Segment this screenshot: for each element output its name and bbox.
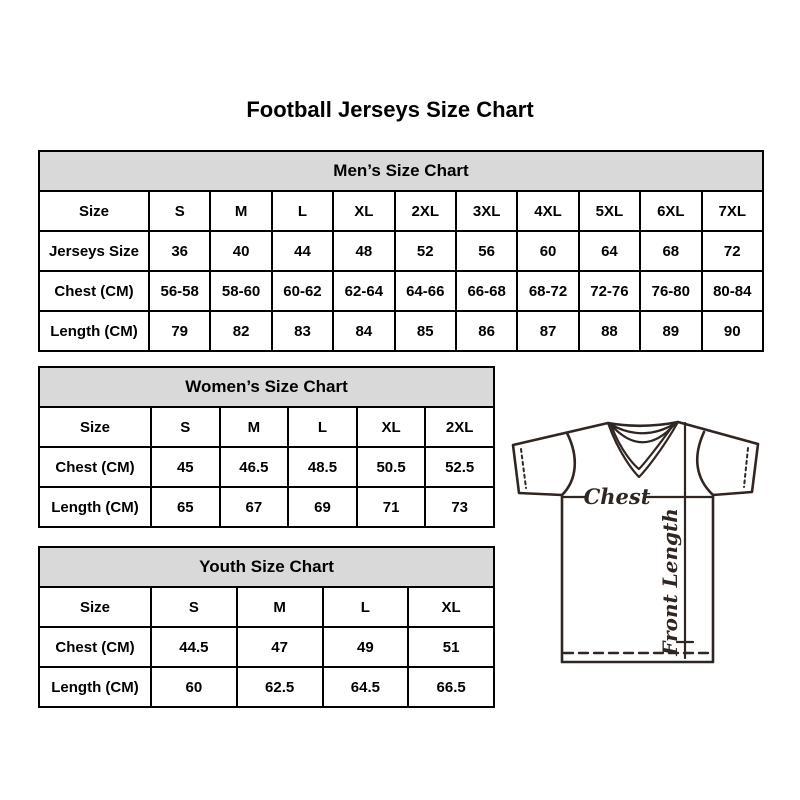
size-value-cell: 60 bbox=[151, 667, 237, 707]
size-value-cell: 46.5 bbox=[220, 447, 289, 487]
front-length-label: Front Length bbox=[658, 508, 682, 656]
size-value-cell: XL bbox=[408, 587, 494, 627]
size-value-cell: 83 bbox=[272, 311, 333, 351]
page-title: Football Jerseys Size Chart bbox=[246, 97, 534, 122]
table-row bbox=[39, 587, 494, 627]
table-row bbox=[39, 407, 494, 447]
size-value-cell: M bbox=[237, 587, 323, 627]
row-label: Size bbox=[39, 407, 151, 447]
size-value-cell: 44 bbox=[272, 231, 333, 271]
size-value-cell: 52.5 bbox=[425, 447, 494, 487]
size-value-cell: 40 bbox=[210, 231, 271, 271]
size-value-cell: 60 bbox=[517, 231, 578, 271]
size-value-cell: 68 bbox=[640, 231, 701, 271]
size-value-cell: 62-64 bbox=[333, 271, 394, 311]
size-value-cell: 58-60 bbox=[210, 271, 271, 311]
table-title: Youth Size Chart bbox=[39, 547, 494, 587]
table-title: Men’s Size Chart bbox=[39, 151, 763, 191]
row-label: Size bbox=[39, 587, 151, 627]
size-value-cell: 3XL bbox=[456, 191, 517, 231]
size-value-cell: M bbox=[210, 191, 271, 231]
size-value-cell: 60-62 bbox=[272, 271, 333, 311]
size-value-cell: L bbox=[272, 191, 333, 231]
size-value-cell: 36 bbox=[149, 231, 210, 271]
size-value-cell: 76-80 bbox=[640, 271, 701, 311]
table-title: Women’s Size Chart bbox=[39, 367, 494, 407]
size-value-cell: 44.5 bbox=[151, 627, 237, 667]
size-value-cell: M bbox=[220, 407, 289, 447]
size-value-cell: 79 bbox=[149, 311, 210, 351]
womens-size-table bbox=[38, 366, 495, 528]
row-label: Size bbox=[39, 191, 149, 231]
right-cuff-dashed-line bbox=[744, 448, 748, 487]
size-value-cell: S bbox=[149, 191, 210, 231]
size-value-cell: 45 bbox=[151, 447, 220, 487]
jersey-icon bbox=[505, 412, 770, 667]
table-row bbox=[39, 627, 494, 667]
row-label: Length (CM) bbox=[39, 667, 151, 707]
size-value-cell: 48.5 bbox=[288, 447, 357, 487]
size-value-cell: 4XL bbox=[517, 191, 578, 231]
size-value-cell: 64-66 bbox=[395, 271, 456, 311]
table-row bbox=[39, 447, 494, 487]
size-value-cell: 2XL bbox=[395, 191, 456, 231]
size-value-cell: 85 bbox=[395, 311, 456, 351]
size-value-cell: L bbox=[288, 407, 357, 447]
table-header-row bbox=[39, 151, 763, 191]
jersey-measurement-diagram bbox=[505, 412, 770, 667]
collar-v-inner bbox=[611, 424, 674, 469]
table-header-row bbox=[39, 547, 494, 587]
size-value-cell: 69 bbox=[288, 487, 357, 527]
row-label: Length (CM) bbox=[39, 311, 149, 351]
size-value-cell: 56-58 bbox=[149, 271, 210, 311]
table-row bbox=[39, 487, 494, 527]
size-value-cell: 48 bbox=[333, 231, 394, 271]
size-value-cell: 6XL bbox=[640, 191, 701, 231]
size-value-cell: 80-84 bbox=[702, 271, 763, 311]
size-value-cell: 90 bbox=[702, 311, 763, 351]
size-value-cell: 84 bbox=[333, 311, 394, 351]
table-row bbox=[39, 271, 763, 311]
row-label: Chest (CM) bbox=[39, 627, 151, 667]
chest-label: Chest bbox=[583, 484, 651, 509]
size-value-cell: 62.5 bbox=[237, 667, 323, 707]
left-armhole-seam bbox=[562, 433, 575, 495]
size-value-cell: 2XL bbox=[425, 407, 494, 447]
jersey-outline bbox=[513, 422, 758, 662]
size-value-cell: 64 bbox=[579, 231, 640, 271]
size-value-cell: 87 bbox=[517, 311, 578, 351]
size-value-cell: 49 bbox=[323, 627, 409, 667]
size-value-cell: 89 bbox=[640, 311, 701, 351]
size-value-cell: 72 bbox=[702, 231, 763, 271]
size-value-cell: XL bbox=[357, 407, 426, 447]
size-value-cell: 52 bbox=[395, 231, 456, 271]
size-value-cell: 86 bbox=[456, 311, 517, 351]
size-value-cell: 56 bbox=[456, 231, 517, 271]
size-value-cell: 65 bbox=[151, 487, 220, 527]
size-value-cell: 7XL bbox=[702, 191, 763, 231]
size-value-cell: 66.5 bbox=[408, 667, 494, 707]
mens-size-table bbox=[38, 150, 764, 352]
size-value-cell: 67 bbox=[220, 487, 289, 527]
size-value-cell: 51 bbox=[408, 627, 494, 667]
right-armhole-seam bbox=[697, 432, 713, 495]
size-value-cell: 88 bbox=[579, 311, 640, 351]
size-value-cell: 5XL bbox=[579, 191, 640, 231]
size-value-cell: 68-72 bbox=[517, 271, 578, 311]
size-value-cell: 50.5 bbox=[357, 447, 426, 487]
size-value-cell: 72-76 bbox=[579, 271, 640, 311]
size-value-cell: 64.5 bbox=[323, 667, 409, 707]
youth-size-table bbox=[38, 546, 495, 708]
row-label: Jerseys Size bbox=[39, 231, 149, 271]
size-value-cell: XL bbox=[333, 191, 394, 231]
table-row bbox=[39, 231, 763, 271]
size-value-cell: S bbox=[151, 587, 237, 627]
row-label: Length (CM) bbox=[39, 487, 151, 527]
table-row bbox=[39, 667, 494, 707]
size-value-cell: 73 bbox=[425, 487, 494, 527]
size-value-cell: 82 bbox=[210, 311, 271, 351]
table-header-row bbox=[39, 367, 494, 407]
size-value-cell: L bbox=[323, 587, 409, 627]
row-label: Chest (CM) bbox=[39, 447, 151, 487]
size-value-cell: 66-68 bbox=[456, 271, 517, 311]
row-label: Chest (CM) bbox=[39, 271, 149, 311]
table-row bbox=[39, 311, 763, 351]
size-value-cell: 47 bbox=[237, 627, 323, 667]
left-cuff-dashed-line bbox=[521, 449, 526, 488]
table-row bbox=[39, 191, 763, 231]
size-value-cell: 71 bbox=[357, 487, 426, 527]
size-value-cell: S bbox=[151, 407, 220, 447]
